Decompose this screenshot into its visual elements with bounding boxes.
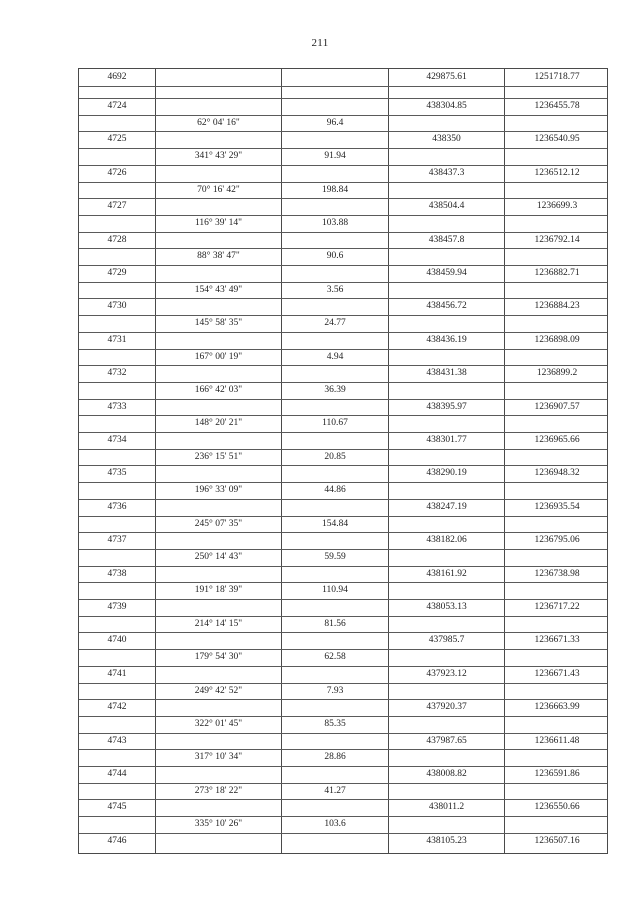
distance: 198.84 [321, 184, 349, 195]
bearing: 341° 43' 29" [194, 151, 243, 162]
row-divider [79, 465, 607, 466]
point-number: 4730 [107, 301, 127, 312]
x-coordinate: 438182.06 [426, 535, 467, 546]
y-coordinate: 1236882.71 [534, 268, 580, 278]
y-coordinate: 1251718.77 [534, 72, 580, 82]
y-coordinate: 1236792.14 [534, 234, 580, 245]
distance: 154.84 [321, 518, 349, 529]
x-coordinate: 438011.2 [428, 802, 465, 813]
row-divider [79, 683, 607, 684]
distance: 36.39 [324, 384, 346, 395]
row-divider [79, 232, 607, 233]
row-divider [79, 315, 607, 316]
point-number: 4692 [107, 72, 127, 82]
bearing: 317° 10' 34" [194, 752, 243, 763]
header-row-divider [79, 86, 607, 87]
row-divider [79, 733, 607, 734]
row-divider [79, 482, 607, 483]
row-divider [79, 248, 607, 249]
row-divider [79, 432, 607, 433]
row-divider [79, 415, 607, 416]
y-coordinate: 1236738.98 [534, 568, 580, 579]
x-coordinate: 438301.77 [426, 435, 467, 445]
row-divider [79, 816, 607, 817]
y-coordinate: 1236507.16 [534, 835, 580, 846]
point-number: 4725 [107, 134, 127, 145]
bearing: 273° 18' 22" [194, 785, 243, 796]
y-coordinate: 1236550.66 [534, 802, 580, 813]
x-coordinate: 438504.4 [428, 201, 465, 212]
y-coordinate: 1236663.99 [534, 702, 580, 713]
row-divider [79, 282, 607, 283]
point-number: 4738 [107, 568, 127, 579]
y-coordinate: 1236540.95 [534, 134, 580, 145]
distance: 44.86 [324, 485, 346, 496]
x-coordinate: 438290.19 [426, 468, 467, 479]
point-number: 4744 [107, 769, 127, 779]
bearing: 116° 39' 14" [194, 217, 243, 228]
distance: 110.94 [322, 585, 348, 596]
y-coordinate: 1236795.06 [534, 535, 580, 546]
distance: 3.56 [326, 284, 344, 295]
bearing: 250° 14' 43" [194, 551, 243, 562]
distance: 62.58 [324, 652, 346, 663]
row-divider [79, 616, 607, 617]
bearing: 245° 07' 35" [194, 518, 243, 529]
x-coordinate: 438431.38 [426, 368, 467, 379]
row-divider [79, 516, 607, 517]
bearing: 236° 15' 51" [194, 451, 243, 462]
y-coordinate: 1236591.86 [534, 769, 580, 779]
bearing: 148° 20' 21" [194, 418, 243, 429]
row-divider [79, 649, 607, 650]
bearing: 166° 42' 03" [194, 384, 243, 395]
row-divider [79, 549, 607, 550]
y-coordinate: 1236898.09 [534, 334, 580, 345]
row-divider [79, 198, 607, 199]
y-coordinate: 1236671.33 [534, 635, 580, 646]
bearing: 88° 38' 47" [197, 251, 240, 262]
point-number: 4743 [107, 735, 127, 746]
point-number: 4740 [107, 635, 127, 646]
x-coordinate: 438304.85 [426, 101, 467, 111]
x-coordinate: 438395.97 [426, 401, 467, 412]
y-coordinate: 1236717.22 [534, 602, 580, 612]
point-number: 4727 [107, 201, 127, 212]
x-coordinate: 438008.82 [426, 769, 467, 779]
row-divider [79, 599, 607, 600]
page-number: 211 [311, 37, 329, 49]
point-number: 4735 [107, 468, 127, 479]
point-number: 4739 [107, 602, 127, 612]
point-number: 4728 [107, 234, 127, 245]
distance: 110.67 [322, 418, 348, 429]
distance: 4.94 [326, 351, 344, 362]
point-number: 4736 [107, 501, 127, 512]
row-divider [79, 115, 607, 116]
row-divider [79, 632, 607, 633]
y-coordinate: 1236455.78 [534, 101, 580, 111]
bearing: 249° 42' 52" [194, 685, 243, 696]
row-divider [79, 699, 607, 700]
row-divider [79, 799, 607, 800]
x-coordinate: 437985.7 [428, 635, 465, 646]
x-coordinate: 438161.92 [426, 568, 467, 579]
row-divider [79, 399, 607, 400]
row-divider [79, 716, 607, 717]
y-coordinate: 1236512.12 [534, 167, 580, 178]
distance: 59.59 [324, 551, 346, 562]
row-divider [79, 449, 607, 450]
x-coordinate: 438350 [432, 134, 461, 145]
distance: 85.35 [324, 718, 346, 729]
point-number: 4726 [107, 167, 127, 178]
bearing: 167° 00' 19" [194, 351, 243, 362]
x-coordinate: 438437.3 [428, 167, 465, 178]
row-divider [79, 833, 607, 834]
x-coordinate: 438459.94 [426, 268, 467, 278]
distance: 103.88 [321, 217, 349, 228]
row-divider [79, 783, 607, 784]
point-number: 4746 [107, 835, 127, 846]
y-coordinate: 1236899.2 [536, 368, 578, 379]
row-divider [79, 766, 607, 767]
point-number: 4724 [107, 101, 127, 111]
row-divider [79, 499, 607, 500]
distance: 103.6 [324, 819, 346, 830]
y-coordinate: 1236965.66 [534, 435, 580, 445]
row-divider [79, 349, 607, 350]
bearing: 62° 04' 16" [197, 117, 240, 128]
x-coordinate: 438247.19 [426, 501, 467, 512]
distance: 41.27 [324, 785, 346, 796]
bearing: 179° 54' 30" [194, 652, 243, 663]
point-number: 4733 [107, 401, 127, 412]
bearing: 145° 58' 35" [194, 318, 243, 329]
x-coordinate: 438457.8 [428, 234, 465, 245]
distance: 20.85 [324, 451, 346, 462]
distance: 7.93 [326, 685, 344, 696]
bearing: 154° 43' 49" [194, 284, 243, 295]
row-divider [79, 749, 607, 750]
point-number: 4734 [107, 435, 127, 445]
y-coordinate: 1236611.48 [534, 735, 580, 746]
point-number: 4745 [107, 802, 127, 813]
point-number: 4731 [107, 334, 127, 345]
point-number: 4741 [107, 668, 127, 679]
distance: 24.77 [324, 318, 346, 329]
bearing: 335° 10' 26" [194, 819, 243, 830]
distance: 28.86 [324, 752, 346, 763]
distance: 81.56 [324, 618, 346, 629]
coordinate-table [78, 68, 608, 854]
y-coordinate: 1236948.32 [534, 468, 580, 479]
y-coordinate: 1236671.43 [534, 668, 580, 679]
bearing: 214° 14' 15" [194, 618, 243, 629]
row-divider [79, 566, 607, 567]
x-coordinate: 437923.12 [426, 668, 467, 679]
x-coordinate: 437987.65 [426, 735, 467, 746]
x-coordinate: 429875.61 [426, 72, 467, 82]
row-divider [79, 666, 607, 667]
point-number: 4737 [107, 535, 127, 546]
row-divider [79, 582, 607, 583]
x-coordinate: 437920.37 [426, 702, 467, 713]
row-divider [79, 298, 607, 299]
row-divider [79, 365, 607, 366]
x-coordinate: 438436.19 [426, 334, 467, 345]
row-divider [79, 165, 607, 166]
x-coordinate: 438105.23 [426, 835, 467, 846]
row-divider [79, 532, 607, 533]
row-divider [79, 182, 607, 183]
row-divider [79, 332, 607, 333]
row-divider [79, 215, 607, 216]
row-divider [79, 382, 607, 383]
distance: 90.6 [326, 251, 344, 262]
y-coordinate: 1236935.54 [534, 501, 580, 512]
bearing: 322° 01' 45" [194, 718, 243, 729]
point-number: 4729 [107, 268, 127, 278]
y-coordinate: 1236907.57 [534, 401, 580, 412]
bearing: 70° 16' 42" [197, 184, 240, 195]
bearing: 196° 33' 09" [194, 485, 243, 496]
point-number: 4732 [107, 368, 127, 379]
bearing: 191° 18' 39" [194, 585, 243, 596]
row-divider [79, 265, 607, 266]
x-coordinate: 438053.13 [426, 602, 467, 612]
x-coordinate: 438456.72 [426, 301, 467, 312]
spacer-row-divider [79, 98, 607, 99]
row-divider [79, 148, 607, 149]
distance: 91.94 [324, 151, 346, 162]
point-number: 4742 [107, 702, 127, 713]
y-coordinate: 1236699.3 [536, 201, 578, 212]
distance: 96.4 [326, 117, 344, 128]
y-coordinate: 1236884.23 [534, 301, 580, 312]
row-divider [79, 131, 607, 132]
